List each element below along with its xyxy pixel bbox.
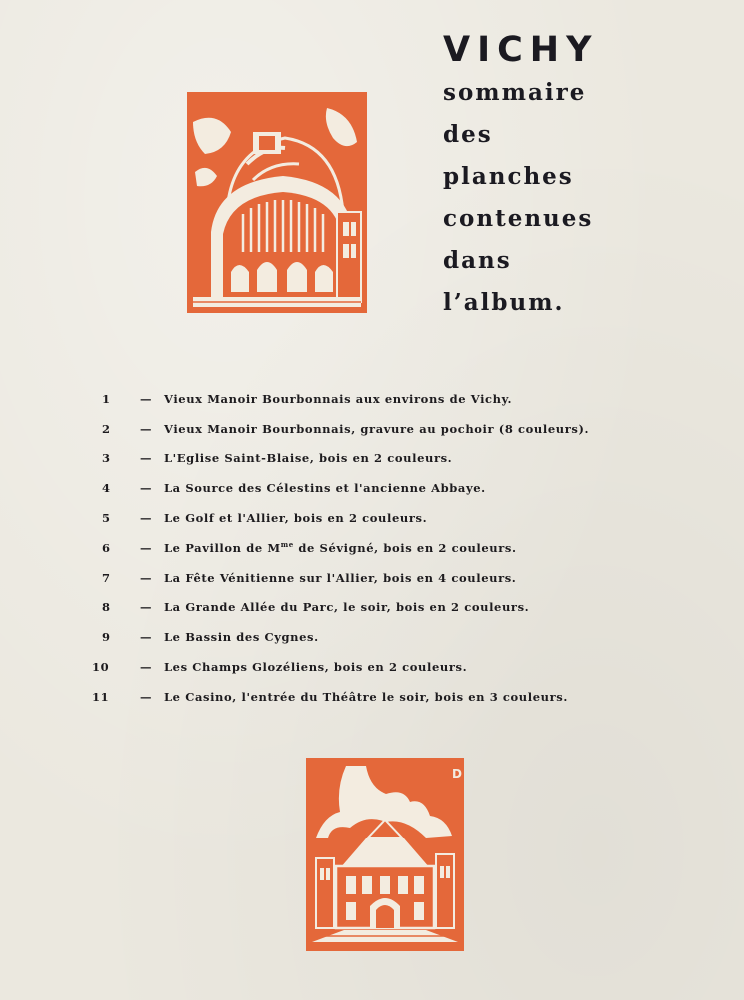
plate-title-superscript: me [280,540,294,550]
plate-dash: — [140,570,153,585]
title-line-5: dans [443,247,512,274]
plate-number: 2 [102,421,111,436]
title-line-3: planches [443,163,574,190]
list-item [92,503,712,533]
plate-title: La Grande Allée du Parc, le soir, bois en 2 couleurs. [164,600,530,615]
plate-title [164,540,517,555]
plate-title: Les Champs Glozéliens, bois en 2 couleurs. [164,660,468,675]
plate-number: 3 [102,451,111,466]
list-item [92,563,712,593]
plate-dash: — [140,511,153,526]
list-item [92,652,712,682]
woodcut-casino-building-illustration [306,758,464,951]
list-item [92,473,712,503]
title-line-1: sommaire [443,79,587,106]
plate-title: Le Golf et l'Allier, bois en 2 couleurs. [164,511,428,526]
plate-title-suffix: de Sévigné, bois en 2 couleurs. [293,541,517,556]
plate-dash: — [140,600,153,615]
title-vichy: VICHY [443,30,599,70]
plate-number: 10 [92,660,110,675]
plate-dash: — [140,481,153,496]
plate-title: Le Casino, l'entrée du Théâtre le soir, bois en 3 couleurs. [164,689,568,704]
plate-dash: — [140,689,153,704]
title-line-2: des [443,121,493,148]
casino-building-drawing [306,758,464,951]
plate-title: Le Bassin des Cygnes. [164,630,319,645]
plate-dash: — [140,630,153,645]
plate-number: 11 [92,689,110,704]
plate-number: 6 [102,540,111,555]
plate-dash: — [140,540,153,555]
plate-title: Vieux Manoir Bourbonnais aux environs de Vichy. [164,391,513,406]
plate-dash: — [140,421,153,436]
plate-number: 1 [102,391,111,406]
plate-number: 7 [102,570,111,585]
plate-title: La Source des Célestins et l'ancienne Abbaye. [164,481,486,496]
plate-title: L'Eglise Saint-Blaise, bois en 2 couleurs. [164,451,453,466]
title-block [443,28,743,324]
plate-number: 5 [102,511,111,526]
plate-dash: — [140,451,153,466]
monogram-text: D [452,767,462,781]
title-line-6: l’album. [443,289,565,316]
plates-list [92,384,712,712]
list-item [92,682,712,712]
list-item [92,622,712,652]
plate-title: La Fête Vénitienne sur l'Allier, bois en 4 couleurs. [164,570,517,585]
plate-number: 4 [102,481,111,496]
list-item [92,414,712,444]
plate-title: Vieux Manoir Bourbonnais, gravure au pochoir (8 couleurs). [164,421,590,436]
plate-number: 8 [102,600,111,615]
pavilion-dome-drawing [187,92,367,313]
plate-number: 9 [102,630,111,645]
list-item [92,593,712,623]
woodcut-pavilion-dome-illustration [187,92,367,313]
plate-dash: — [140,391,153,406]
list-item [92,384,712,414]
list-item [92,444,712,474]
list-item [92,533,712,563]
plate-title-prefix: Le Pavillon de M [164,541,281,556]
title-line-4: contenues [443,205,594,232]
plate-dash: — [140,660,153,675]
